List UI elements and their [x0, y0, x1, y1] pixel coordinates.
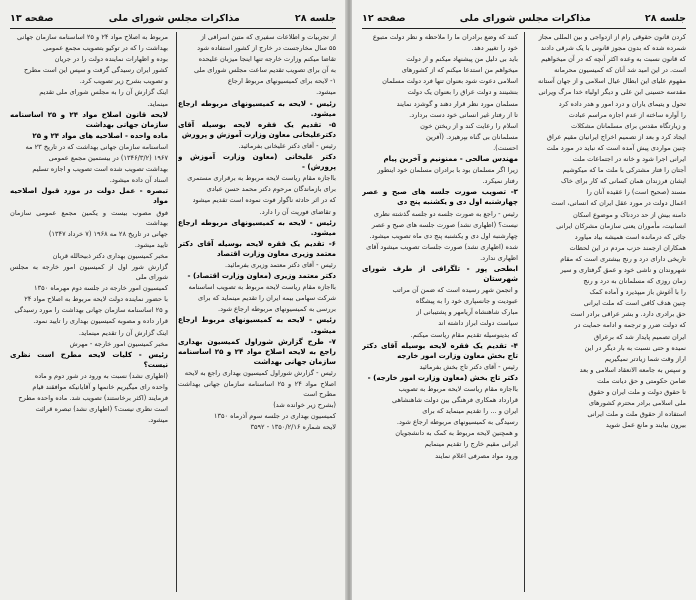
- paragraph-line: مربوط به اصلاح مواد ۲۴ و ۲۵ اساسنامه سازمان جهانی: [17, 33, 168, 41]
- section-heading: ۳- تصویب صورت جلسه های صبح و عصر چهارشنبه اول دی و یکشنبه پنج دی: [362, 187, 518, 207]
- section-heading: ۵- تقدیم یک فقره لایحه بوسیله آقای دکترعلیخانی معاون وزارت آموزش و پرورش: [178, 119, 336, 139]
- paragraph-line: را آواره ساخته از عدم اجازه مراسم عبادت: [568, 110, 686, 119]
- paragraph-line: اینک گزارش آن را تقدیم مینماید.: [78, 328, 168, 337]
- left-header-session: جلسه ۲۸: [294, 12, 336, 24]
- paragraph-line: بااجازه مقام ریاست لایحه مربوط به تصویب اساسنامه: [188, 283, 336, 292]
- paragraph-line: مسلمانان بی گناه بپرهیزد. (آفرین: [425, 132, 518, 141]
- paragraph-line: آجتان را فتار مشترکی با ملت ما که میکوشیم: [562, 166, 686, 175]
- paragraph-line: از تجربیات و اطلاعات سفیری که متین اسرافی از: [200, 33, 336, 41]
- paragraph-line: تحول و یتیمای یاران و درد امور و هدر داده کرد: [558, 99, 686, 108]
- paragraph-line: و انجمن شهر رسیده است که ضمن آن مراتب: [392, 286, 518, 295]
- section-heading: رئیس - لایحه به کمیسیونهای مربوطه ارجاع میشود.: [178, 217, 336, 237]
- section-heading: لایحه قانون اصلاح مواد ۲۴ و ۲۵ اساسنامه سازمان جهانی بهداشت: [10, 109, 168, 129]
- paragraph-line: میشود.: [148, 416, 168, 425]
- left-page-column-divider: [176, 32, 177, 592]
- paragraph-line: بااجازه مقام ریاست لایحه مربوط به برقراری مستمری: [187, 174, 336, 183]
- right-header-title: مذاکرات مجلس شورای ملی: [459, 12, 591, 24]
- paragraph-line: ورود مواد مصرفی اعلام نمایند: [435, 451, 518, 460]
- paragraph-line: (اظهاری نشد) نسبت به ورود در شور دوم و ماده: [34, 371, 168, 380]
- paragraph-line: و تصویب بشرح زیر تصویب کرد.: [79, 77, 168, 86]
- left-page-column-right: [178, 32, 336, 592]
- paragraph-line: همکاران ارجمند حزب مردم در این لحظات: [569, 243, 686, 252]
- paragraph-line: کردن قانون حقوقی رام از ازدواجی و بین المللی مجاز: [538, 33, 686, 41]
- paragraph-line: ایجاد کرد و بعد از تصمیم اخراج ایرانیان مقیم عراق: [546, 132, 686, 141]
- paragraph-line: اسناد آن داده میشود.: [109, 176, 168, 185]
- paragraph-line: کشور ایران رسیدگی گرفت و سپس این است مطرح: [23, 66, 168, 75]
- paragraph-line: اسلام را رعایت کند و از ریختن خون: [420, 121, 518, 130]
- paragraph-line: برای بازماندگان مرحوم دکتر محمد حسن عبادی: [206, 185, 336, 194]
- paragraph-line: است نظری نیست؟ (اظهاری نشد) تبصره قرائت: [35, 405, 168, 414]
- paragraph-line: ایران تصمیم پایدار شد که برعراق: [593, 332, 686, 341]
- section-heading: تبصره - عمل دولت در مورد قبول اصلاحیه مواد: [10, 186, 168, 206]
- paragraph-line: رئیس - آقای دکتر علیخانی بفرمائید.: [238, 141, 336, 150]
- right-header-page-number: صفحه ۱۲: [362, 12, 406, 24]
- paragraph-line: است. در این امید شد آنان که کمیسیون محرمانه: [554, 66, 686, 75]
- section-heading: مهندس صالحی - ممنونیم و آخرین پیام: [383, 154, 518, 164]
- paragraph-line: فوق مصوب بیست و یکمین مجمع عمومی سازمان بهداشت: [10, 208, 168, 227]
- right-page-column-left: [362, 32, 518, 592]
- paragraph-line: و همچنین لایحه مربوط به کمک به دانشجویان: [395, 429, 518, 438]
- paragraph-line: چنین مواردی پیش آمده است که نباید در مورد ملت: [546, 143, 686, 152]
- paragraph-line: شهروندان و ناشی خود و عمق گرفتاری و سیر: [560, 265, 686, 274]
- paragraph-line: زیرا اگر مسلمان بود با برادران مسلمان خود اینطور: [377, 166, 518, 175]
- paragraph-line: جهانی در تاریخ ۲۸ مه ۱۹۶۸ (۷ خرداد ۱۳۴۷): [48, 229, 168, 238]
- paragraph-line: قرار داده و مصوبه کمیسیون بهداری را تایید نمود.: [33, 317, 168, 326]
- left-page-header: [10, 10, 336, 29]
- paragraph-line: که قانون نسبت به وعده اکثر آنچه که در آن میخواهیم: [541, 55, 686, 64]
- paragraph-line: و زیارتگاه مقدس برای مسلمانان مشکلات: [571, 121, 686, 130]
- paragraph-line: مفهوم علیای این ابطال عیال اسلامی و از جهان آستانه: [537, 77, 686, 86]
- paragraph-line: مبارک شاهنشاه آریامهر و پشتیبانی از: [416, 308, 518, 317]
- paragraph-line: بیرون بیایند و مانع عمل شوید: [605, 421, 686, 430]
- section-heading: ماده واحده - اصلاحیه های مواد ۲۴ و ۲۵: [32, 130, 168, 140]
- section-heading: ۷- طرح گزارش شوراول کمیسیون بهداری راجع به لایحه اصلاح مواد ۲۴ و ۲۵ اساسنامه سازمان جهانی بهداشت: [178, 336, 336, 366]
- paragraph-line: نیست؟ (اظهاری نشد) صورت جلسه های صبح و عصر: [371, 220, 518, 229]
- paragraph-line: قرارداد همکاری فرهنگی بین دولت شاهنشاهی: [392, 396, 518, 405]
- paragraph-line: رئیس - گزارش شوراول کمیسیون بهداری راجع به لایحه: [184, 368, 336, 377]
- left-page-column-left: [10, 32, 168, 592]
- paragraph-line: مخبر کمیسیون بهداری دکتر ذبیحالله قربان: [52, 251, 168, 260]
- paragraph-line: بهداشت تصویب شده است تصویب و اجازه تسلیم: [32, 165, 168, 174]
- paragraph-line: ۱- لایحه برای کمیسیونهای مربوط ارجاع: [227, 77, 336, 86]
- right-page-column-divider: [524, 32, 525, 592]
- paragraph-line: میخواهم من استدعا میکنم که از کشورهای: [401, 66, 518, 75]
- paragraph-line: که دولت ضرر و ترجمه و ادامه حمایت در: [574, 321, 686, 330]
- paragraph-line: با حضور نماینده دولت لایحه مربوط به اصلاح مواد ۲۴: [24, 295, 168, 304]
- paragraph-line: به آن برای تصویب تقدیم ساعت مجلس شورای ملی: [193, 66, 336, 75]
- paragraph-line: گزارش شور اول از کمیسیون امور خارجه به مجلس شورای ملی: [10, 262, 168, 282]
- right-header-session: جلسه ۲۸: [644, 12, 686, 24]
- paragraph-line: تا از رفتار غیر انسانی خود دست بردارد.: [409, 110, 518, 119]
- right-page: [352, 0, 696, 600]
- paragraph-line: واحده رای میگیریم خانمها و آقایانیکه موافقند قیام: [32, 383, 168, 391]
- right-page-column-right: [530, 32, 686, 592]
- paragraph-line: حق برادری دارد. و بشر عراقی برادر است: [570, 310, 686, 319]
- section-heading: رئیس - لایحه به کمیسیونهای مربوطه ارجاع میشود.: [178, 98, 336, 118]
- paragraph-line: اعمال دولت در مورد عقل ایران که انسانی، است: [551, 199, 686, 208]
- paragraph-line: مقدسه حسینی ابن علی و دیگر اولیاء خدا مرگ ویرانی: [538, 88, 686, 97]
- paragraph-line: کمیسیون بهداری در جلسه سوم آذرماه ۱۳۵۰: [213, 412, 336, 421]
- section-heading: رئیس - لایحه به کمیسیونهای مربوط ارجاع میشود.: [178, 315, 336, 335]
- paragraph-line: تقاضا میکنم وزارت خارجه تنها اینجا میزبان علیحده: [198, 55, 336, 64]
- paragraph-line: استفاده از حقوق ملت و ملت ایرانی: [587, 410, 686, 419]
- paragraph-line: ایرانی اجرا شود و خانه در اجتماعات ملت: [572, 155, 686, 164]
- paragraph-line: فرمایند (اکثر برخاستند) تصویب شد. ماده واحده مطرح: [18, 394, 168, 403]
- paragraph-line: کنند که وضع برادران ما را ملاحظه و نظر دولت متبوع: [372, 33, 518, 41]
- paragraph-line: مسلمان مورد نظر قرار دهند و گوشزد نمایند: [396, 99, 518, 108]
- paragraph-line: اراز وقت شما زیادتر نمیگیریم: [604, 354, 686, 363]
- paragraph-line: ۱۹۶۷ (۱۳۴۶/۳/۲) در بیستمین مجمع عمومی: [48, 154, 168, 163]
- paragraph-line: نمیده و حتی نسبت به بار دیگر در این: [584, 343, 686, 352]
- paragraph-line: بوده و اظهارات نماینده دولت را در جریان: [54, 55, 168, 64]
- paragraph-line: شرکت سهامی بیمه ایران را تقدیم مینماید که برای: [198, 294, 336, 303]
- paragraph-line: ایشان فرزندان همان کسانی که کار برای خاک: [561, 177, 686, 186]
- paragraph-line: مسند (صحیح است) را عقیده آنان را: [586, 188, 686, 197]
- paragraph-line: سیاست دولت ابراز داشته اند: [438, 319, 518, 328]
- paragraph-line: شده (اظهاری نشد) صورت جلسات تصویب میشود آقای: [366, 242, 518, 251]
- paragraph-line: اساسنامه سازمان جهانی بهداشت که در تاریخ ۲۳ مه: [25, 142, 168, 151]
- paragraph-line: اینک گزارش آن را به مجلس شورای ملی تقدیم: [39, 88, 168, 97]
- paragraph-line: اسلامی دعوت شود بعنوان تنها فرد دولت مسلمان: [382, 77, 518, 86]
- paragraph-line: بااجازه مقام ریاست لایحه مربوط به تصویب: [398, 385, 518, 393]
- paragraph-line: ضامن حکومتی و حق دیانت ملت: [597, 376, 686, 385]
- section-heading: رئیس - کلیات لایحه مطرح است نظری نیست؟: [10, 349, 168, 369]
- paragraph-line: مخبر کمیسیون امور خارجه - مهرش: [69, 339, 168, 348]
- paragraph-line: بررسی به کمیسیونهای مربوطه ارجاع شود.: [218, 305, 336, 314]
- paragraph-line: رئیس - آقای دکتر معتمد وزیری بفرمائید.: [225, 260, 336, 269]
- paragraph-line: (بشرح زیر خوانده شد): [273, 401, 336, 410]
- section-heading: ۶- تقدیم یک فقره لایحه بوسیله آقای دکتر معتمد وزیری معاون وزارت اقتصاد: [178, 238, 336, 258]
- paragraph-line: زمان روزی که مسلمانان به درد و رنج: [583, 277, 686, 286]
- paragraph-line: رئیس - آقای دکتر تاج بخش بفرمائید: [419, 362, 518, 371]
- section-heading: دکتر معتمد وزیری (معاون وزارت اقتصاد) -: [187, 271, 336, 281]
- paragraph-line: تایید میشود.: [134, 240, 168, 249]
- paragraph-line: و تقاضای فوریت آن را دارد.: [259, 207, 336, 216]
- section-heading: دکتر تاج بخش (معاون وزارت امور خارجه) -: [367, 372, 518, 382]
- paragraph-line: و سپس به جامعه الانعقاد اسلامی و بعد: [579, 365, 686, 374]
- paragraph-line: ملی اسلامی برادر محترم کشورهای: [588, 399, 686, 408]
- paragraph-line: چنین هدف کافی است که ملت ایرانی: [583, 299, 686, 308]
- paragraph-line: باید بی دلیل من پیشنهاد میکنم و از دولت: [406, 55, 518, 64]
- paragraph-line: ایرانی مقیم خارج را تقدیم مینمایم: [424, 440, 518, 449]
- right-page-header: [362, 10, 686, 29]
- section-heading: دکتر علیخانی (معاون وزارت آموزش و پرورش) -: [178, 152, 336, 172]
- paragraph-line: رفتار نمیکرد.: [482, 177, 518, 186]
- paragraph-line: خود را تغییر دهد.: [471, 44, 518, 53]
- paragraph-line: را با آغوش باز میپذیرد و آماده کمک: [589, 288, 686, 297]
- paragraph-line: که در اثر حادثه ناگوار فوت نموده است تقدیم میشود: [192, 196, 336, 205]
- paragraph-line: مینماید.: [147, 99, 168, 108]
- paragraph-line: عبودیت و جانسپاری خود را به پیشگاه: [415, 297, 518, 306]
- paragraph-line: میشود.: [316, 88, 336, 97]
- paragraph-line: چهارشنبه اول دی و یکشنبه پنج دی ماه تصویب میشود.: [369, 231, 518, 240]
- section-heading: ابطحی پور - تلگرافی از طرف شورای شهرستان: [362, 263, 518, 284]
- section-heading: ۴- تقدیم یک فقره لایحه بوسیله آقای دکتر تاج بخش معاون وزارت امور خارجه: [362, 340, 518, 360]
- paragraph-line: لایحه شماره ۱۳۵۰/۲/۱۶ - ۳۵۹۲: [250, 423, 336, 432]
- paragraph-line: کمیسیون امور خارجه در جلسه دوم مهرماه ۱۳۵۰: [34, 284, 168, 293]
- paragraph-line: احسنت).: [493, 143, 518, 152]
- paragraph-line: شمرده شده که بدون مجوز قانونی با یک شرقی دادند: [540, 44, 686, 53]
- paragraph-line: انسانیت، مأموران یعنی سازمان مشرکان ایرانی: [556, 221, 686, 230]
- left-page: [0, 0, 346, 600]
- left-header-title: مذاکرات مجلس شورای ملی: [108, 12, 240, 24]
- paragraph-line: و ۲۵ اساسنامه سازمان جهانی بهداشت را مورد رسیدگی: [14, 306, 168, 315]
- paragraph-line: رسیدگی به کمیسیونهای مربوطه ارجاع شود.: [396, 418, 518, 427]
- paragraph-line: اصلاح مواد ۲۴ و ۲۵ اساسنامه سازمان جهانی بهداشت مطرح است: [178, 380, 336, 399]
- paragraph-line: اظهاری ندارد.: [480, 253, 518, 262]
- paragraph-line: بنشینند و دولت عراق را بعنوان یک دولت: [407, 88, 518, 97]
- paragraph-line: تاریخی دارای درد و رنج بیشتری است که مقام: [560, 254, 686, 263]
- paragraph-line: ۵۵ سال مخارجست در خارج از کشور استفاده شود: [197, 44, 336, 53]
- paragraph-line: بهداشت را که در توکیو بتصویب مجمع عمومی: [43, 44, 168, 53]
- paragraph-line: رئیس - راجع به صورت جلسه دو جلسه گذشته نظری: [373, 209, 518, 218]
- left-header-page-number: صفحه ۱۳: [10, 12, 54, 24]
- paragraph-line: که بدینوسیله تقدیم مقام ریاست میکنم.: [410, 330, 518, 339]
- paragraph-line: دامنه بیش از حد دردناک و موضوع اسکان: [573, 210, 686, 219]
- paragraph-line: تا حقوق دولت و ملت ایران و حقوق: [588, 388, 686, 396]
- paragraph-line: جائی که درمانده است همیشه بیاد میاورد: [574, 232, 686, 241]
- paragraph-line: ایران و ... را تقدیم مینماید که برای: [422, 407, 518, 416]
